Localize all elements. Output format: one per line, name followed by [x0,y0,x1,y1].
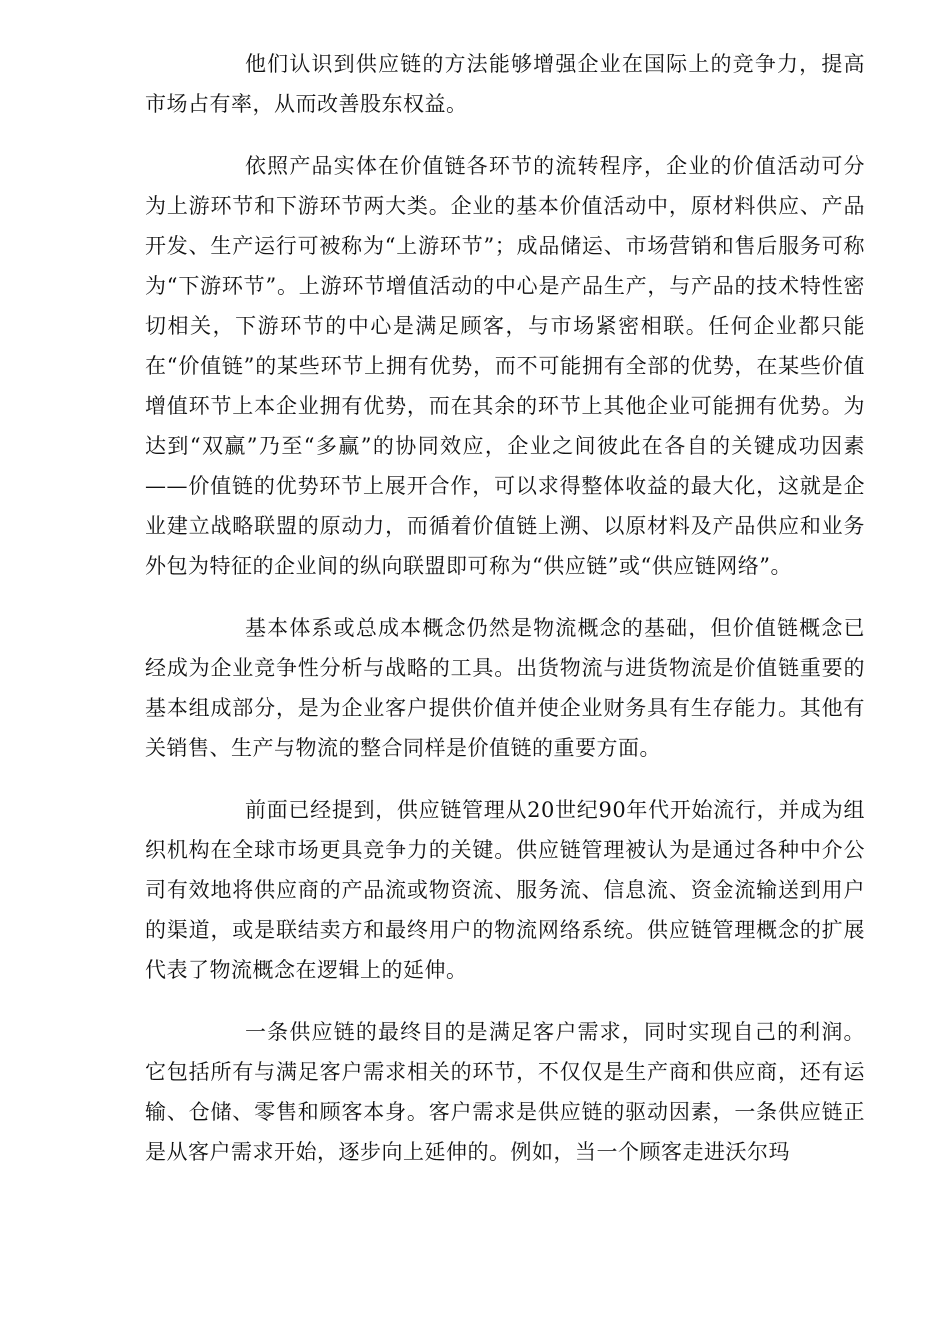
paragraph: 基本体系或总成本概念仍然是物流概念的基础，但价值链概念已经成为企业竞争性分析与战略的工具。出货物流与进货物流是价值链重要的基本组成部分，是为企业客户提供价值并使企业财务具有生存能力。其他有关销售、生产与物流的整合同样是价值链的重要方面。 [145,616,865,760]
document-body [145,44,865,1172]
paragraph: 依照产品实体在价值链各环节的流转程序，企业的价值活动可分为上游环节和下游环节两大类。企业的基本价值活动中，原材料供应、产品开发、生产运行可被称为“上游环节”；成品储运、市场营销和售后服务可称为“下游环节”。上游环节增值活动的中心是产品生产，与产品的技术特性密切相关，下游环节的中心是满足顾客，与市场紧密相联。任何企业都只能在“价值链”的某些环节上拥有优势，而不可能拥有全部的优势，在某些价值增值环节上本企业拥有优势，而在其余的环节上其他企业可能拥有优势。为达到“双赢”乃至“多赢”的协同效应，企业之间彼此在各自的关键成功因素——价值链的优势环节上展开合作，可以求得整体收益的最大化，这就是企业建立战略联盟的原动力，而循着价值链上溯、以原材料及产品供应和业务外包为特征的企业间的纵向联盟即可称为“供应链”或“供应链网络”。 [145,154,865,578]
paragraph: 他们认识到供应链的方法能够增强企业在国际上的竞争力，提高市场占有率，从而改善股东权益。 [145,52,865,116]
paragraph: 前面已经提到，供应链管理从20世纪90年代开始流行，并成为组织机构在全球市场更具竞争力的关键。供应链管理被认为是通过各种中介公司有效地将供应商的产品流或物资流、服务流、信息流、资金流输送到用户的渠道，或是联结卖方和最终用户的物流网络系统。供应链管理概念的扩展代表了物流概念在逻辑上的延伸。 [145,798,865,982]
paragraph: 一条供应链的最终目的是满足客户需求，同时实现自己的利润。它包括所有与满足客户需求相关的环节，不仅仅是生产商和供应商，还有运输、仓储、零售和顾客本身。客户需求是供应链的驱动因素，一条供应链正是从客户需求开始，逐步向上延伸的。例如，当一个顾客走进沃尔玛 [145,1020,865,1164]
